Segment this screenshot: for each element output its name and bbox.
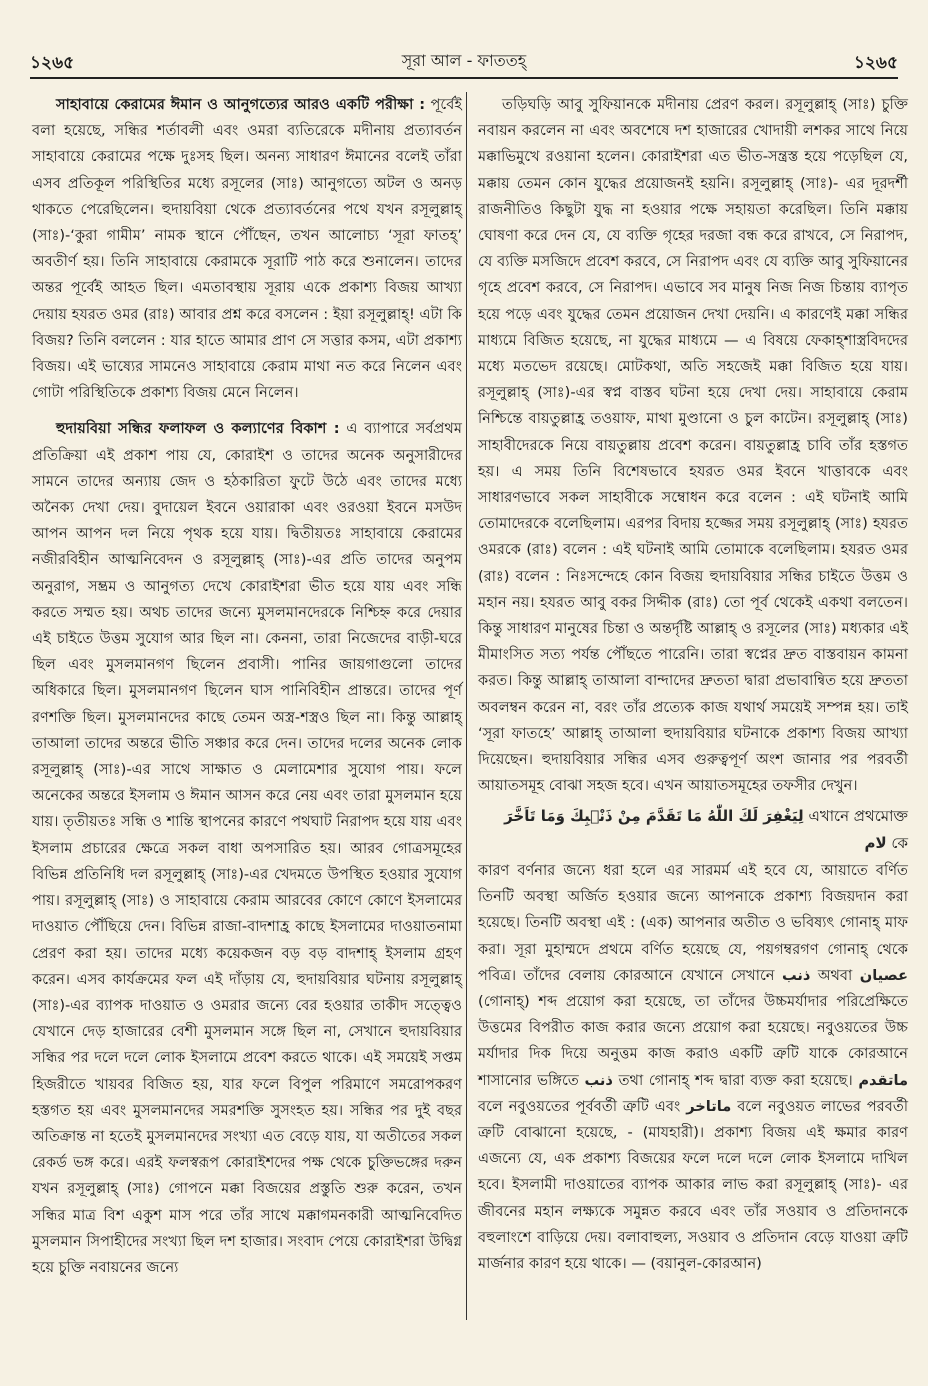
left-column (32, 92, 462, 1281)
paragraph-hudaybiya-results (32, 416, 462, 1281)
header-rule (30, 77, 898, 79)
page-header (30, 40, 898, 74)
tafsir-text: বলে নবুওয়ত লাভের পরবর্তী ত্রুটি বোঝানো হয়েছে, - (মাযহারী)। প্রকাশ্য বিজয় এই ক্ষমার কারণ এজন্যে যে, এক প্রকাশ্য বিজয়ের ফলে দলে দলে লোক ইসলামে দাখিল হবে। ইসলামী দাওয়াতের ব্যাপক আকার লাভ করা রসূলুল্লাহ্ (সাঃ)- এর জীবনের মহান লক্ষ্যকে সমুন্নত করবে এবং তাঁর সওয়াব ও প্রতিদানকে বহুলাংশে বাড়িয়ে দেয়। বলাবাহুল্য, সওয়াব ও প্রতিদান বেড়ে যাওয়া ত্রুটি মার্জনার কারণ হয়ে থাকে। — (বয়ানুল-কোরআন) (478, 1097, 908, 1272)
arabic-verse: لِيَغْفِرَ لَكَ اللّٰهُ مَا تَقَدَّمَ مِنْ ذَنْۢبِكَ وَمَا تَاَخَّرَ (504, 807, 804, 826)
page-number-left: ১২৬৫ (30, 53, 75, 73)
paragraph-text: পূর্বেই বলা হয়েছে, সন্ধির শর্তাবলী এবং ওমরা ব্যতিরেকে মদীনায় প্রত্যাবর্তন সাহাবায়ে কেরামের পক্ষে দুঃসহ ছিল। অনন্য সাধারণ ঈমানের বলেই তাঁরা এসব প্রতিকূল পরিস্থিতির মধ্যে রসূলের (সাঃ) আনুগত্যে অটল ও অনড় থাকতে পেরেছিলেন। হুদায়বিয়া থেকে প্রত্যাবর্তনের পথে যখন রসূলুল্লাহ্ (সাঃ)-‘কুরা গামীম’ নামক স্থানে পৌঁছেন, তখন আলোচ্য ‘সূরা ফাতহ্’ অবতীর্ণ হয়। তিনি সাহাবায়ে কেরামকে সূরাটি পাঠ করে শুনালেন। তাদের অন্তর পূর্বেই আহত ছিল। এমতাবস্থায় সূরায় একে প্রকাশ্য বিজয় আখ্যা দেয়ায় হযরত ওমর (রাঃ) আবার প্রশ্ন করে বসলেন : ইয়া রসূলুল্লাহ্! এটা কি বিজয়? তিনি বললেন : যার হাতে আমার প্রাণ সে সত্তার কসম, এটা প্রকাশ্য বিজয়। এই ভাষ্যের সামনেও সাহাবায়ে কেরাম মাথা নত করে নিলেন এবং গোটা পরিস্থিতিকে প্রকাশ্য বিজয় মেনে নিলেন। (32, 96, 462, 402)
section-heading-hudaybiya-results: হুদায়বিয়া সন্ধির ফলাফল ও কল্যাণের বিকাশ : (56, 420, 340, 438)
tafsir-text: কারণ বর্ণনার জন্যে ধরা হলে এর সারমর্ম এই হবে যে, আয়াতে বর্ণিত তিনটি অবস্থা অর্জিত হওয়ার জন্যে আপনাকে প্রকাশ্য বিজয়দান করা হয়েছে। তিনটি অবস্থা এই : (এক) আপনার অতীত ও ভবিষ্যৎ গোনাহ্ মাফ করা। সূরা মুহাম্মদে প্রথমে বর্ণিত হয়েছে যে, পয়গম্বরগণ গোনাহ্ থেকে পবিত্র। তাঁদের বেলায় কোরআনে যেখানে সেখানে (478, 861, 908, 984)
paragraph-text: এ ব্যাপারে সর্বপ্রথম প্রতিক্রিয়া এই প্রকাশ পায় যে, কোরাইশ ও তাদের অনেক অনুসারীদের সামনে তাদের অন্যায় জেদ ও হঠকারিতা ফুটে উঠে এবং তাদের মধ্যে অনৈক্য দেখা দেয়। বুদায়েল ইবনে ওয়ারাকা এবং ওরওয়া ইবনে মসউদ আপন আপন দল নিয়ে পৃথক হয়ে যায়। দ্বিতীয়তঃ সাহাবায়ে কেরামের নজীরবিহীন আত্মনিবেদন ও রসূলুল্লাহ্ (সাঃ)-এর প্রতি তাদের অনুপম অনুরাগ, সম্ভ্রম ও আনুগত্য দেখে কোরাইশরা ভীত হয়ে যায় এবং সন্ধি করতে সম্মত হয়। অথচ তাদের জন্যে মুসলমানদেরকে নিশ্চিহ্ন করে দেয়ার এই চাইতে উত্তম সুযোগ আর ছিল না। কেননা, তারা নিজেদের বাড়ী-ঘরে ছিল এবং মুসলমানগণ ছিলেন প্রবাসী। পানির জায়গাগুলো তাদের অধিকারে ছিল। মুসলমানগণ ছিলেন ঘাস পানিবিহীন প্রান্তরে। তাদের পূর্ণ রণশক্তি ছিল। মুসলমানদের কাছে তেমন অস্ত্র-শস্ত্রও ছিল না। কিন্তু আল্লাহ্ তাআলা তাদের অন্তরে ভীতি সঞ্চার করে দেন। তাদের দলের অনেক লোক রসূলুল্লাহ্ (সাঃ)-এর সাথে সাক্ষাত ও মেলামেশার সুযোগ পায়। ফলে অনেকের অন্তরে ইসলাম ও ঈমান আসন করে নেয় এবং তারা মুসলমান হয়ে যায়। তৃতীয়তঃ সন্ধি ও শান্তি স্থাপনের কারণে পথঘাট নিরাপদ হয়ে যায় এবং ইসলাম প্রচারের ক্ষেত্রে সকল বাধা অপসারিত হয়। আরব গোত্রসমূহের বিভিন্ন প্রতিনিধি দল রসূলুল্লাহ্ (সাঃ)-এর খেদমতে উপস্থিত হওয়ার সুযোগ পায়। রসূলুল্লাহ্ (সাঃ) ও সাহাবায়ে কেরাম আরবের কোণে কোণে ইসলামের দাওয়াত পৌঁছিয়ে দেন। বিভিন্ন রাজা-বাদশাহ্র কাছে ইসলামের দাওয়াতনামা প্রেরণ করা হয়। তাদের মধ্যে কয়েকজন বড় বড় বাদশাহ্ ইসলাম গ্রহণ করেন। এসব কার্যক্রমের ফল এই দাঁড়ায় যে, হুদায়বিয়ার ঘটনায় রসূলুল্লাহ্ (সাঃ)-এর ব্যাপক দাওয়াত ও ওমরার জন্যে বের হওয়ার তাকীদ সত্ত্বেও যেখানে দেড় হাজারের বেশী মুসলমান সঙ্গে ছিল না, সেখানে হুদায়বিয়ার সন্ধির পর দলে দলে লোক ইসলামে প্রবেশ করতে থাকে। এই সময়েই সপ্তম হিজরীতে খায়বর বিজিত হয়, যার ফলে বিপুল পরিমাণে সমরোপকরণ হস্তগত হয় এবং মুসলমানদের সমরশক্তি সুসংহত হয়। সন্ধির পর দুই বছর অতিক্রান্ত না হতেই মুসলমানদের সংখ্যা এত বেড়ে যায়, যা অতীতের সকল রেকর্ড ভঙ্গ করে। এরই ফলস্বরূপ কোরাইশদের পক্ষ থেকে চুক্তিভঙ্গের দরুন যখন রসূলুল্লাহ্ (সাঃ) গোপনে মক্কা বিজয়ের প্রস্তুতি শুরু করেন, তখন সন্ধির মাত্র বিশ একুশ মাস পরে তাঁর সাথে মক্কাগমনকারী আত্মনিবেদিত মুসলমান সিপাহীদের সংখ্যা ছিল দশ হাজার। সংবাদ পেয়ে কোরাইশরা উদ্বিগ্ন হয়ে চুক্তি নবায়নের জন্যে (32, 420, 462, 1276)
page-number-right: ১২৬৫ (853, 53, 898, 73)
tafsir-text: তথা গোনাহ্ শব্দ দ্বারা ব্যক্ত করা হয়েছে। (612, 1071, 859, 1089)
paragraph-makkah-conquest: তড়িঘড়ি আবু সুফিয়ানকে মদীনায় প্রেরণ করল। রসূলুল্লাহ্ (সাঃ) চুক্তি নবায়ন করলেন না এবং অবশেষে দশ হাজারের খোদায়ী লশকর সাথে নিয়ে মক্কাভিমুখে রওয়ানা হলেন। কোরাইশরা এত ভীত-সন্ত্রস্ত হয়ে পড়েছিল যে, মক্কায় তেমন কোন যুদ্ধের প্রয়োজনই হয়নি। রসূলুল্লাহ্ (সাঃ)- এর দূরদর্শী রাজনীতিও কিছুটা যুদ্ধ না হওয়ার পক্ষে সহায়তা করেছিল। তিনি মক্কায় ঘোষণা করে দেন যে, যে ব্যক্তি গৃহের দরজা বন্ধ করে রাখবে, সে নিরাপদ, যে ব্যক্তি মসজিদে প্রবেশ করবে, সে নিরাপদ এবং যে ব্যক্তি আবু সুফিয়ানের গৃহে প্রবেশ করবে, সে নিরাপদ। এভাবে সব মানুষ নিজ নিজ চিন্তায় ব্যাপৃত হয়ে পড়ে এবং যুদ্ধের তেমন প্রয়োজন দেখা দেয়নি। এ কারণেই মক্কা সন্ধির মাধ্যমে বিজিত হয়েছে, না যুদ্ধের মাধ্যমে — এ বিষয়ে ফেকাহ্শাস্ত্রবিদদের মধ্যে মতভেদ রয়েছে। মোটকথা, অতি সহজেই মক্কা বিজিত হয়ে যায়। রসূলুল্লাহ্ (সাঃ)-এর স্বপ্ন বাস্তব ঘটনা হয়ে দেখা দেয়। সাহাবায়ে কেরাম নিশ্চিন্তে বায়তুল্লাহ্র তওয়াফ, মাথা মুণ্ডানো ও চুল কাটেন। রসূলুল্লাহ্ (সাঃ) সাহাবীদেরকে নিয়ে বায়তুল্লায় প্রবেশ করেন। বায়তুল্লাহ্র চাবি তাঁর হস্তগত হয়। এ সময় তিনি বিশেষভাবে হযরত ওমর ইবনে খাত্তাবকে এবং সাধারণভাবে সকল সাহাবীকে সম্বোধন করে বলেন : এই ঘটনাই আমি তোমাদেরকে বলেছিলাম। এরপর বিদায় হজ্জের সময় রসূলুল্লাহ্ (সাঃ) হযরত ওমরকে (রাঃ) বলেন : এই ঘটনাই আমি তোমাকে বলেছিলাম। হযরত ওমর (রাঃ) বলেন : নিঃসন্দেহে কোন বিজয় হুদায়বিয়ার সন্ধির চাইতে উত্তম ও মহান নয়। হযরত আবু বকর সিদ্দীক (রাঃ) তো পূর্ব থেকেই একথা বলতেন। কিন্তু সাধারণ মানুষের চিন্তা ও অন্তর্দৃষ্টি আল্লাহ্ ও রসূলের (সাঃ) মধ্যকার এই মীমাংসিত সত্য পর্যন্ত পৌঁছতে পারেনি। তারা স্বপ্নের দ্রুত বাস্তবায়ন কামনা করত। কিন্তু আল্লাহ্ তাআলা বান্দাদের দ্রুততা দ্বারা প্রভাবান্বিত হয়ে দ্রুততা অবলম্বন করেন না, বরং তাঁর প্রত্যেক কাজ যথার্থ সময়েই সম্পন্ন হয়। তাই ‘সূরা ফাতহে’ আল্লাহ্ তাআলা হুদায়বিয়ার ঘটনাকে প্রকাশ্য বিজয় আখ্যা দিয়েছেন। হুদায়বিয়ার সন্ধির এসব গুরুত্বপূর্ণ অংশ জানার পর পরবর্তী আয়াতসমূহ বোঝা সহজ হবে। এখন আয়াতসমূহের তফসীর দেখুন। (478, 96, 908, 795)
paragraph-tafsir (478, 858, 908, 1277)
column-divider (466, 92, 467, 1320)
arabic-word-taakhkhar: ماتاخر (686, 1097, 732, 1115)
section-heading-faith-test: সাহাবায়ে কেরামের ঈমান ও আনুগত্যের আরও একটি পরীক্ষা : (56, 96, 426, 113)
running-title: সূরা আল - ফাততহ্‌ (401, 51, 527, 70)
verse-note-end: কে (886, 833, 908, 852)
arabic-word-taqaddam: ماتقدم (858, 1071, 908, 1089)
tafsir-text: অথবা (810, 966, 860, 984)
paragraph-sahaba-test (32, 92, 462, 406)
right-column (478, 92, 908, 1277)
verse-line (478, 799, 908, 857)
tafsir-text: বলে নবুওয়তের পূর্ববর্তী ত্রুটি এবং (478, 1097, 687, 1115)
arabic-word-isyan: عصيان (859, 966, 908, 984)
verse-note: এখানে প্রথমোক্ত (803, 807, 908, 826)
arabic-word-dhanb: ذنب (584, 1071, 613, 1089)
arabic-word-dhanb: ذنب (781, 966, 811, 984)
tafsir-text: (গোনাহ্) শব্দ প্রয়োগ করা হয়েছে, তা তাঁদের উচ্চমর্যাদার পরিপ্রেক্ষিতে উত্তমের বিপরীত কাজ করার জন্যে প্রয়োগ করা হয়েছে। নবুওয়তের উচ্চ মর্যাদার দিক দিয়ে অনুত্তম কাজ করাও একটি ত্রুটি যাকে কোরআনে শাসানোর ভঙ্গিতে (478, 992, 909, 1089)
arabic-lam: لام (864, 833, 887, 852)
